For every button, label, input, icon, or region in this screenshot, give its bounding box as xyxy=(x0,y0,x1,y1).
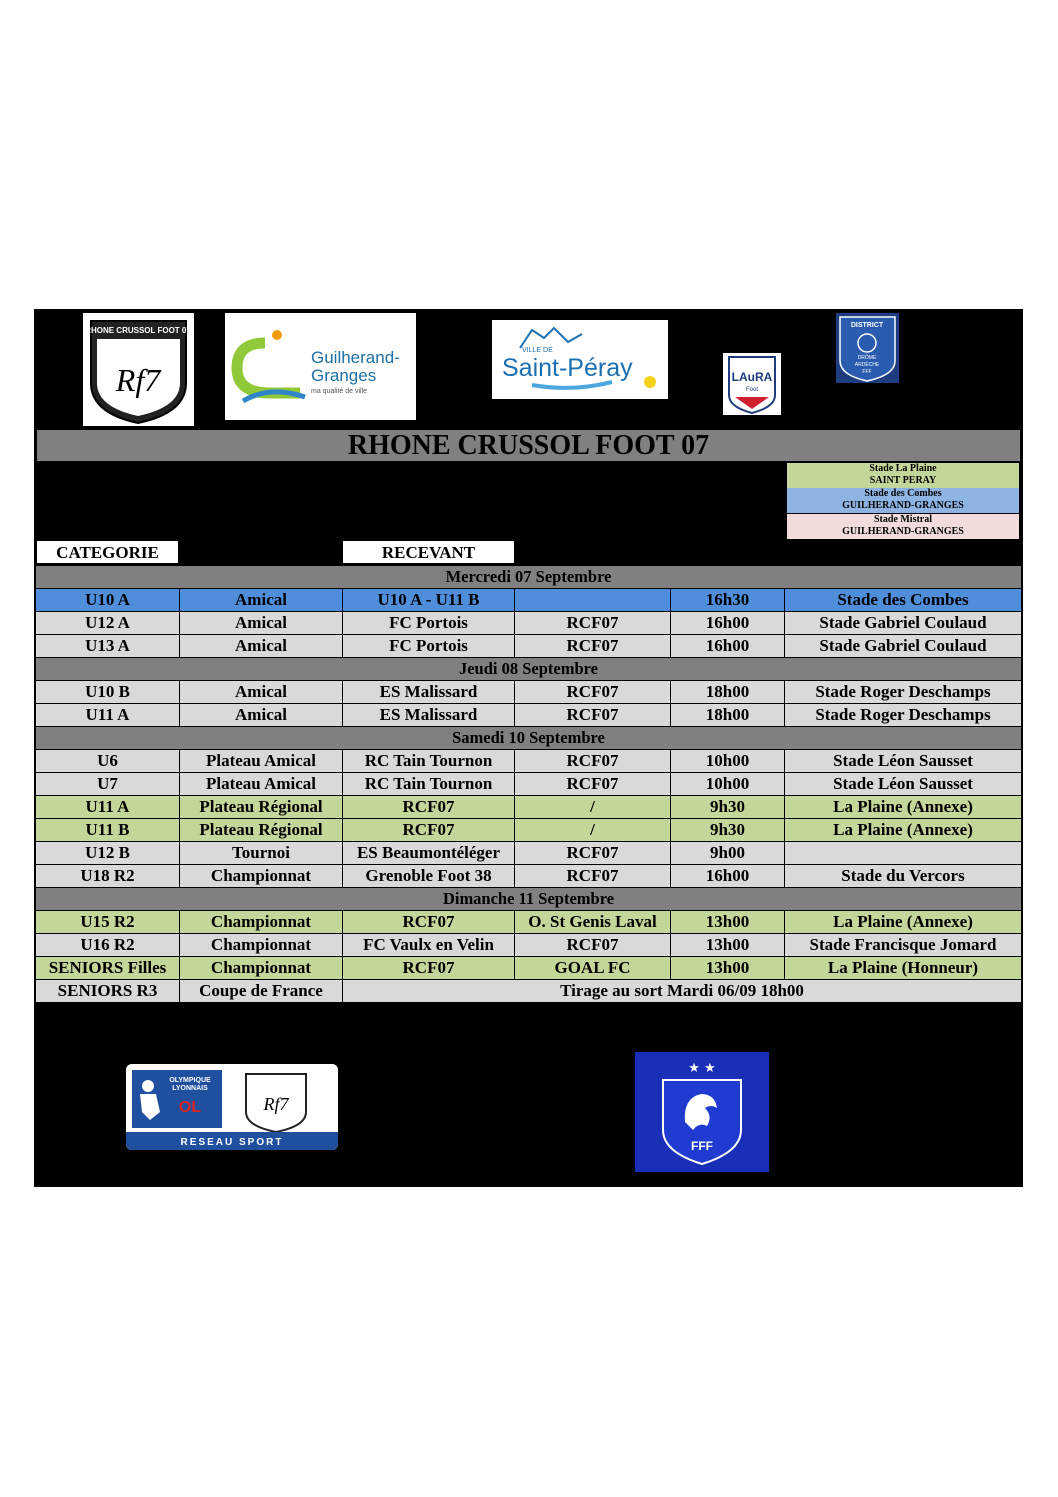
legend-line2: GUILHERAND-GRANGES xyxy=(842,526,964,537)
match-row xyxy=(36,796,1022,819)
away-team-cell: RCF07 xyxy=(515,612,671,635)
day-label: Mercredi 07 Septembre xyxy=(36,566,1022,589)
match-row xyxy=(36,773,1022,796)
ol-band: RESEAU SPORT xyxy=(180,1137,284,1148)
away-team-cell: RCF07 xyxy=(515,934,671,957)
match-row xyxy=(36,911,1022,934)
time-cell: 16h00 xyxy=(671,612,785,635)
rcf-logo xyxy=(83,313,194,426)
home-team-cell: FC Vaulx en Velin xyxy=(343,934,515,957)
away-team-cell: RCF07 xyxy=(515,773,671,796)
legend-stade-des-combes xyxy=(787,488,1019,513)
district-line1: DRÔME xyxy=(857,355,877,361)
time-cell: 9h30 xyxy=(671,819,785,842)
saint-peray-small: VILLE DE xyxy=(522,347,553,354)
home-team-cell: Grenoble Foot 38 xyxy=(343,865,515,888)
match-row xyxy=(36,842,1022,865)
competition-cell: Championnat xyxy=(180,934,343,957)
time-cell: 18h00 xyxy=(671,704,785,727)
time-cell: 13h00 xyxy=(671,957,785,980)
venue-cell: Stade des Combes xyxy=(785,589,1022,612)
venue-cell: Stade Léon Sausset xyxy=(785,773,1022,796)
category-cell: U18 R2 xyxy=(36,865,180,888)
rcf-logo-top-text: RHONE CRUSSOL FOOT 07 xyxy=(85,326,191,335)
guilherand-granges-logo xyxy=(225,313,416,420)
legend-line2: GUILHERAND-GRANGES xyxy=(842,500,964,511)
competition-cell: Amical xyxy=(180,635,343,658)
category-cell: U13 A xyxy=(36,635,180,658)
day-header-row xyxy=(36,888,1022,911)
rcf-logo-mark: Rf7 xyxy=(115,362,161,398)
category-cell: U12 A xyxy=(36,612,180,635)
away-team-cell: GOAL FC xyxy=(515,957,671,980)
competition-cell: Amical xyxy=(180,589,343,612)
competition-cell: Championnat xyxy=(180,957,343,980)
day-label: Dimanche 11 Septembre xyxy=(36,888,1022,911)
time-cell: 16h00 xyxy=(671,865,785,888)
category-cell: U6 xyxy=(36,750,180,773)
home-team-cell: FC Portois xyxy=(343,612,515,635)
guilherand-line2: Granges xyxy=(311,366,377,385)
time-cell: 13h00 xyxy=(671,934,785,957)
away-team-cell: RCF07 xyxy=(515,704,671,727)
competition-cell: Plateau Régional xyxy=(180,796,343,819)
legend-line1: Stade La Plaine xyxy=(869,463,937,474)
time-cell: 18h00 xyxy=(671,681,785,704)
away-team-cell: O. St Genis Laval xyxy=(515,911,671,934)
category-cell: U12 B xyxy=(36,842,180,865)
competition-cell: Coupe de France xyxy=(180,980,343,1003)
venue-cell: Stade Gabriel Coulaud xyxy=(785,635,1022,658)
home-team-cell: ES Malissard xyxy=(343,681,515,704)
match-row xyxy=(36,865,1022,888)
category-cell: SENIORS Filles xyxy=(36,957,180,980)
competition-cell: Championnat xyxy=(180,911,343,934)
legend-line2: SAINT PERAY xyxy=(869,475,937,486)
home-team-cell: RC Tain Tournon xyxy=(343,750,515,773)
time-cell: 16h30 xyxy=(671,589,785,612)
schedule-table xyxy=(35,565,1022,1003)
competition-cell: Amical xyxy=(180,612,343,635)
match-row xyxy=(36,750,1022,773)
venue-cell: Stade Roger Deschamps xyxy=(785,704,1022,727)
away-team-cell: / xyxy=(515,796,671,819)
match-row xyxy=(36,612,1022,635)
away-team-cell xyxy=(515,589,671,612)
category-cell: U15 R2 xyxy=(36,911,180,934)
day-label: Jeudi 08 Septembre xyxy=(36,658,1022,681)
page-title: RHONE CRUSSOL FOOT 07 xyxy=(37,430,1020,461)
ol-rcf-mark: Rf7 xyxy=(263,1094,289,1114)
ol-line1: OLYMPIQUE xyxy=(169,1077,211,1084)
time-cell: 10h00 xyxy=(671,773,785,796)
competition-cell: Championnat xyxy=(180,865,343,888)
match-row xyxy=(36,589,1022,612)
home-team-cell: RCF07 xyxy=(343,796,515,819)
day-header-row xyxy=(36,566,1022,589)
legend-stade-la-plaine xyxy=(787,463,1019,488)
venue-cell: La Plaine (Annexe) xyxy=(785,911,1022,934)
laura-foot-logo xyxy=(723,353,781,415)
away-team-cell: RCF07 xyxy=(515,865,671,888)
home-team-cell: U10 A - U11 B xyxy=(343,589,515,612)
home-team-cell: RCF07 xyxy=(343,957,515,980)
laura-sub: Foot xyxy=(745,387,759,393)
category-cell: U7 xyxy=(36,773,180,796)
venue-cell: La Plaine (Honneur) xyxy=(785,957,1022,980)
district-line3: FFF xyxy=(862,369,872,375)
fff-label: FFF xyxy=(691,1139,713,1153)
home-team-cell: ES Beaumontéléger xyxy=(343,842,515,865)
venue-cell: Stade Léon Sausset xyxy=(785,750,1022,773)
home-team-cell: RC Tain Tournon xyxy=(343,773,515,796)
legend-line1: Stade Mistral xyxy=(873,514,933,525)
category-cell: U11 A xyxy=(36,704,180,727)
category-cell: U10 B xyxy=(36,681,180,704)
category-cell: U11 A xyxy=(36,796,180,819)
venue-cell: Stade Gabriel Coulaud xyxy=(785,612,1022,635)
ol-mark: OL xyxy=(178,1099,202,1116)
venue-cell: Stade Francisque Jomard xyxy=(785,934,1022,957)
match-row xyxy=(36,980,1022,1003)
fff-logo xyxy=(635,1052,769,1172)
venue-cell: Stade Roger Deschamps xyxy=(785,681,1022,704)
time-cell: 10h00 xyxy=(671,750,785,773)
match-row xyxy=(36,704,1022,727)
competition-cell: Tournoi xyxy=(180,842,343,865)
district-line2: ARDÈCHE xyxy=(854,362,880,368)
venue-cell: La Plaine (Annexe) xyxy=(785,819,1022,842)
category-cell: U16 R2 xyxy=(36,934,180,957)
match-row xyxy=(36,957,1022,980)
away-team-cell: RCF07 xyxy=(515,635,671,658)
ol-line2: LYONNAIS xyxy=(172,1085,208,1092)
district-top: DISTRICT xyxy=(850,322,884,329)
time-cell: 9h30 xyxy=(671,796,785,819)
competition-cell: Amical xyxy=(180,704,343,727)
time-cell: 13h00 xyxy=(671,911,785,934)
guilherand-line1: Guilherand- xyxy=(311,348,400,367)
match-row xyxy=(36,819,1022,842)
day-label: Samedi 10 Septembre xyxy=(36,727,1022,750)
home-team-cell: ES Malissard xyxy=(343,704,515,727)
match-row xyxy=(36,635,1022,658)
legend-stade-mistral xyxy=(787,514,1019,539)
guilherand-tagline: ma qualité de ville xyxy=(311,388,368,395)
venue-cell xyxy=(785,842,1022,865)
venue-cell: Stade du Vercors xyxy=(785,865,1022,888)
away-team-cell: RCF07 xyxy=(515,750,671,773)
time-cell: 9h00 xyxy=(671,842,785,865)
venue-cell: La Plaine (Annexe) xyxy=(785,796,1022,819)
home-team-cell: FC Portois xyxy=(343,635,515,658)
saint-peray-name: Saint-Péray xyxy=(502,354,633,382)
away-team-cell: / xyxy=(515,819,671,842)
header-recevant: RECEVANT xyxy=(343,541,514,563)
category-cell: U10 A xyxy=(36,589,180,612)
note-cell: Tirage au sort Mardi 06/09 18h00 xyxy=(343,980,1022,1003)
competition-cell: Plateau Régional xyxy=(180,819,343,842)
saint-peray-logo xyxy=(492,320,668,399)
fff-stars: ★ ★ xyxy=(688,1061,716,1076)
home-team-cell: RCF07 xyxy=(343,911,515,934)
competition-cell: Amical xyxy=(180,681,343,704)
ol-reseau-sport-logo xyxy=(126,1064,338,1150)
match-row xyxy=(36,681,1022,704)
away-team-cell: RCF07 xyxy=(515,842,671,865)
category-cell: U11 B xyxy=(36,819,180,842)
home-team-cell: RCF07 xyxy=(343,819,515,842)
category-cell: SENIORS R3 xyxy=(36,980,180,1003)
day-header-row xyxy=(36,658,1022,681)
laura-name: LAuRA xyxy=(731,370,773,384)
competition-cell: Plateau Amical xyxy=(180,750,343,773)
legend-line1: Stade des Combes xyxy=(864,488,942,499)
day-header-row xyxy=(36,727,1022,750)
match-row xyxy=(36,934,1022,957)
away-team-cell: RCF07 xyxy=(515,681,671,704)
district-drome-ardeche-logo xyxy=(836,313,899,383)
header-categorie: CATEGORIE xyxy=(37,541,178,563)
time-cell: 16h00 xyxy=(671,635,785,658)
competition-cell: Plateau Amical xyxy=(180,773,343,796)
